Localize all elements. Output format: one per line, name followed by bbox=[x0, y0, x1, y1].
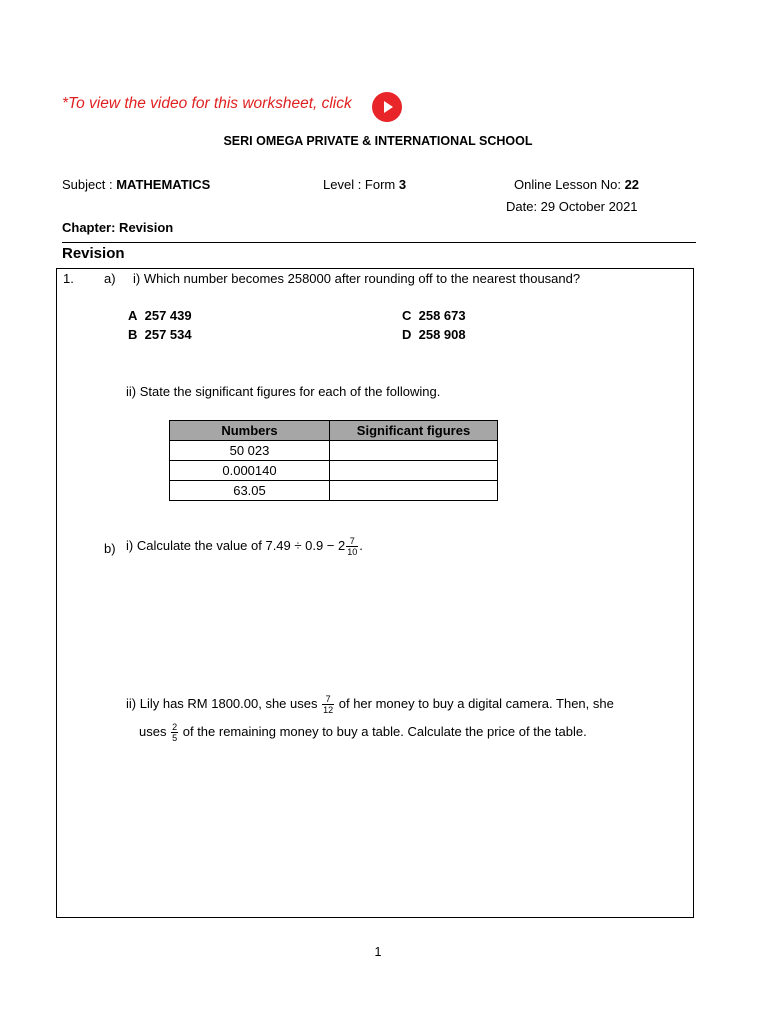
part-b-label: b) bbox=[104, 541, 116, 556]
table-row bbox=[170, 481, 498, 501]
video-play-button[interactable] bbox=[372, 92, 402, 122]
video-note: *To view the video for this worksheet, click bbox=[62, 95, 352, 112]
question-b-i: i) Calculate the value of 7.49 ÷ 0.9 − 2 $\frac{7}{10}$ . bbox=[126, 536, 363, 557]
header-significant-figures: Significant figures bbox=[330, 421, 498, 441]
question-b-ii-line1: ii) Lily has RM 1800.00, she uses $\frac{7}{12}$ of her money to buy a digital camera. Then, she bbox=[126, 694, 614, 715]
answer-cell[interactable] bbox=[330, 441, 498, 461]
answer-cell[interactable] bbox=[330, 481, 498, 501]
option-d: D 258 908 bbox=[402, 327, 466, 342]
table-row bbox=[170, 461, 498, 481]
answer-cell[interactable] bbox=[330, 461, 498, 481]
section-title: Revision bbox=[62, 245, 125, 262]
fraction: $\frac{7}{10}$ bbox=[347, 536, 358, 557]
page-number: 1 bbox=[374, 945, 382, 959]
option-a: A 257 439 bbox=[128, 308, 192, 323]
chapter: Chapter: Revision bbox=[62, 220, 174, 235]
option-c: C 258 673 bbox=[402, 308, 466, 323]
header-divider bbox=[62, 242, 696, 243]
level: Level : Form 3 bbox=[323, 177, 407, 192]
table-header-row bbox=[170, 421, 498, 441]
question-a-ii: ii) State the significant figures for each of the following. bbox=[126, 384, 441, 399]
question-a-i: i) Which number becomes 258000 after rounding off to the nearest thousand? bbox=[133, 271, 581, 286]
question-number: 1. bbox=[63, 271, 74, 286]
table-row bbox=[170, 441, 498, 461]
fraction: $\frac{7}{12}$ bbox=[323, 694, 334, 715]
school-name: SERI OMEGA PRIVATE & INTERNATIONAL SCHOOL bbox=[223, 134, 533, 148]
part-a-label: a) bbox=[104, 271, 116, 286]
number-cell: 63.05 bbox=[170, 481, 330, 501]
header-numbers: Numbers bbox=[170, 421, 330, 441]
significant-figures-table bbox=[169, 420, 498, 501]
lesson-number: Online Lesson No: 22 bbox=[514, 177, 640, 192]
fraction: $\frac{2}{5}$ bbox=[172, 722, 178, 743]
question-b-ii-line2: uses $\frac{2}{5}$ of the remaining money to buy a table. Calculate the price of the table. bbox=[139, 722, 587, 743]
play-icon bbox=[372, 92, 402, 122]
question-box bbox=[56, 268, 694, 918]
number-cell: 50 023 bbox=[170, 441, 330, 461]
lesson-date: Date: 29 October 2021 bbox=[506, 199, 638, 214]
number-cell: 0.000140 bbox=[170, 461, 330, 481]
subject: Subject : MATHEMATICS bbox=[62, 177, 211, 192]
option-b: B 257 534 bbox=[128, 327, 192, 342]
